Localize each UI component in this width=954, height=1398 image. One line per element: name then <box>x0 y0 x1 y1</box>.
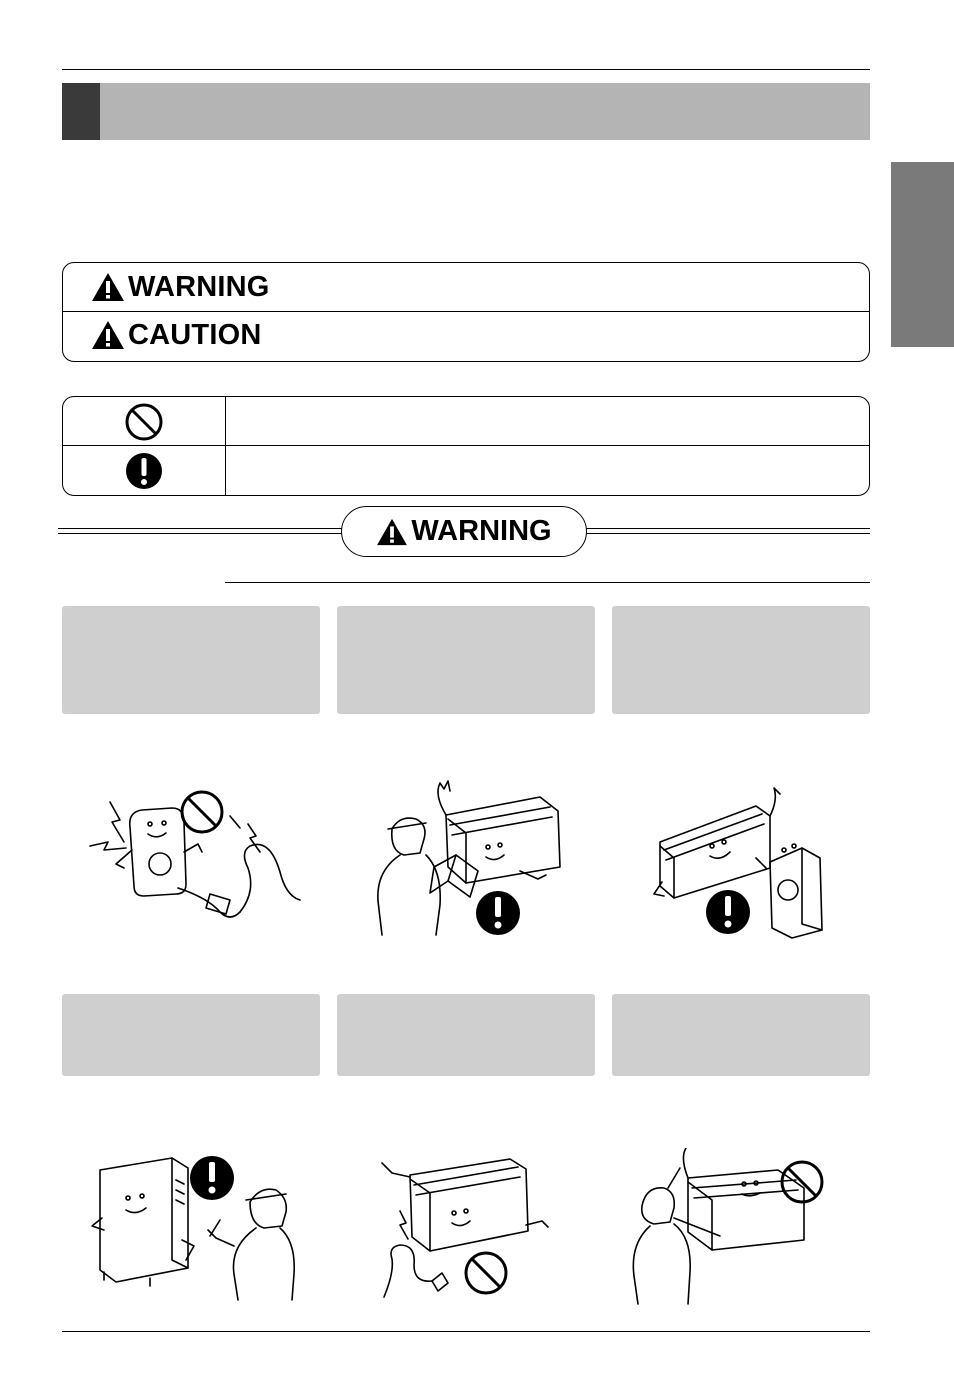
damaged-cord-illustration <box>370 1155 555 1303</box>
warning-signal-row <box>91 269 270 305</box>
warning-label: WARNING <box>128 270 270 303</box>
signal-words-box <box>62 262 870 362</box>
subsection-rule <box>225 582 870 583</box>
warning-rule-left-2 <box>58 533 342 534</box>
symbols-horizontal-divider <box>63 445 869 446</box>
note-box-3 <box>612 606 870 714</box>
note-box-5 <box>337 994 595 1076</box>
dedicated-outlet-illustration <box>652 782 842 942</box>
warning-rule-right-1 <box>586 528 870 529</box>
caution-signal-row <box>91 317 262 353</box>
note-box-1 <box>62 606 320 714</box>
warning-section-label: WARNING <box>411 515 552 547</box>
warning-section-header <box>341 506 587 557</box>
outdoor-unit-service-illustration <box>90 1150 300 1305</box>
side-language-tab <box>891 162 954 347</box>
warning-triangle-icon <box>91 272 125 302</box>
prohibit-symbol-cell <box>63 399 225 445</box>
title-band-accent <box>62 83 100 140</box>
mandatory-symbol-cell <box>63 447 225 495</box>
section-title-band <box>62 83 870 140</box>
symbols-vertical-divider <box>225 397 226 495</box>
plug-outlet-illustration <box>80 772 310 932</box>
note-box-4 <box>62 994 320 1076</box>
top-rule <box>62 69 870 70</box>
unit-handling-illustration <box>628 1148 828 1306</box>
note-box-2 <box>337 606 595 714</box>
exclamation-icon <box>124 451 164 491</box>
caution-triangle-icon <box>91 320 125 350</box>
warning-triangle-icon <box>376 518 408 546</box>
prohibition-icon <box>124 402 164 442</box>
warning-rule-left-1 <box>58 528 342 529</box>
symbols-box <box>62 396 870 496</box>
bottom-rule <box>62 1331 870 1332</box>
warning-rule-right-2 <box>586 533 870 534</box>
caution-label: CAUTION <box>128 318 262 351</box>
note-box-6 <box>612 994 870 1076</box>
read-manual-illustration <box>370 775 570 940</box>
signal-divider <box>63 311 869 312</box>
